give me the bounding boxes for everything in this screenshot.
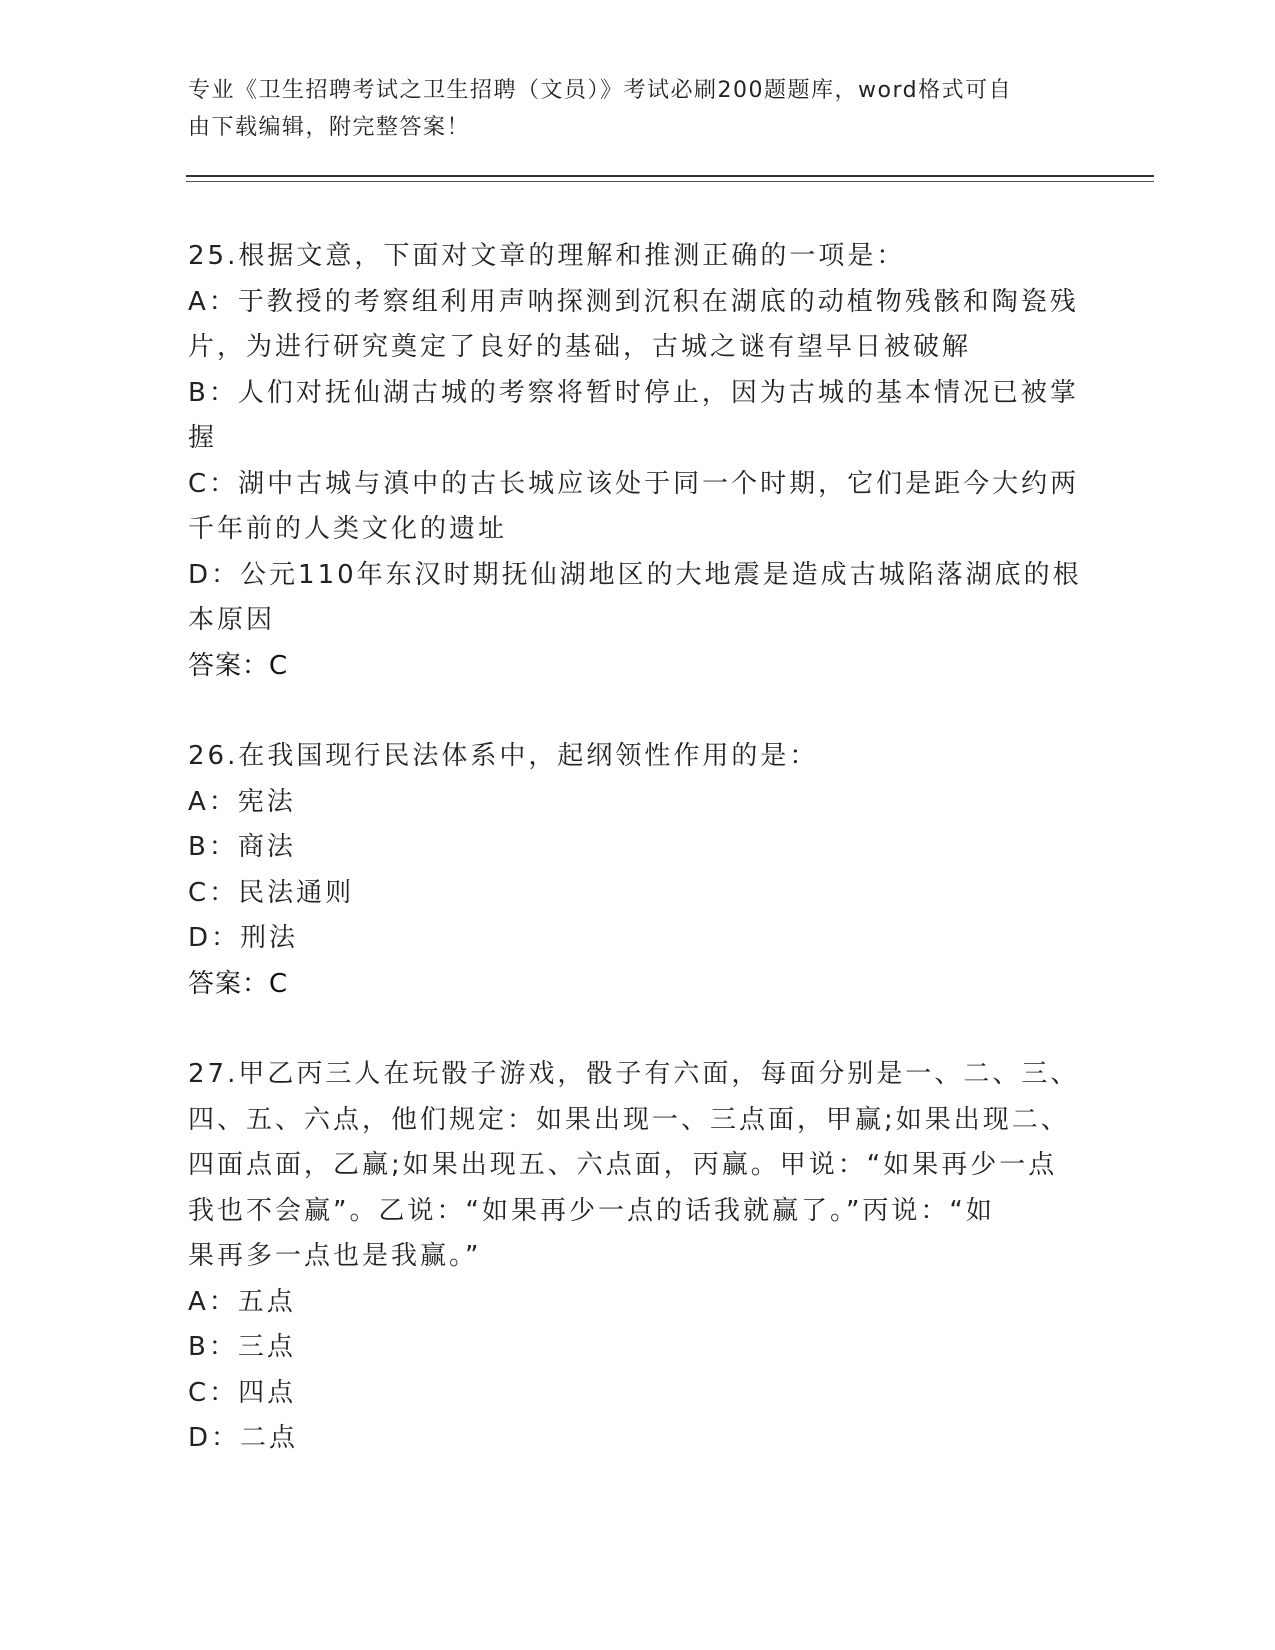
answer-line: 答案：C: [188, 968, 289, 999]
question-list: [188, 234, 1088, 1507]
question-stem-line: 25.根据文意，下面对文章的理解和推测正确的一项是：: [188, 241, 906, 271]
option-line: 握: [188, 423, 218, 453]
option-line: 本原因: [188, 605, 276, 635]
question-block: [188, 1052, 1088, 1462]
option-line: A：宪法: [188, 786, 296, 817]
question-stem-line: 四面点面，乙赢;如果出现五、六点面，丙赢。甲说：“如果再少一点: [188, 1150, 1058, 1180]
question-stem-line: 果再多一点也是我赢。”: [188, 1241, 482, 1271]
question-stem-line: 我也不会赢”。乙说：“如果再少一点的话我就赢了。”丙说：“如: [188, 1195, 995, 1226]
option-line: A：五点: [188, 1286, 296, 1317]
option-line: D：刑法: [188, 923, 299, 953]
option-line: B：三点: [188, 1332, 296, 1362]
header-line-2: 由下载编辑，附完整答案！: [188, 115, 471, 140]
question-stem-line: 26.在我国现行民法体系中，起纲领性作用的是：: [188, 741, 819, 771]
question-block: [188, 234, 1088, 689]
option-line: 片，为进行研究奠定了良好的基础，古城之谜有望早日被破解: [188, 332, 972, 362]
option-line: 千年前的人类文化的遗址: [188, 514, 508, 544]
question-stem-line: 四、五、六点，他们规定：如果出现一、三点面，甲赢;如果出现二、: [188, 1104, 1070, 1135]
question-block: [188, 734, 1088, 1007]
question-stem-line: 27.甲乙丙三人在玩骰子游戏，骰子有六面，每面分别是一、二、三、: [188, 1059, 1080, 1089]
header-divider-thick: [186, 175, 1154, 177]
option-line: C：四点: [188, 1377, 297, 1408]
answer-line: 答案：C: [188, 650, 289, 681]
document-header: [188, 72, 1068, 146]
option-line: D：公元110年东汉时期抚仙湖地区的大地震是造成古城陷落湖底的根: [188, 559, 1082, 590]
option-line: C：湖中古城与滇中的古长城应该处于同一个时期，它们是距今大约两: [188, 468, 1080, 499]
option-line: B：商法: [188, 832, 296, 862]
option-line: D：二点: [188, 1423, 299, 1453]
option-line: A：于教授的考察组利用声呐探测到沉积在湖底的动植物残骸和陶瓷残: [188, 286, 1079, 317]
header-divider-thin: [186, 181, 1154, 182]
option-line: C：民法通则: [188, 877, 355, 908]
option-line: B：人们对抚仙湖古城的考察将暂时停止，因为古城的基本情况已被掌: [188, 377, 1079, 408]
header-line-1: 专业《卫生招聘考试之卫生招聘（文员）》考试必刷200题题库，word格式可自: [188, 78, 1013, 103]
